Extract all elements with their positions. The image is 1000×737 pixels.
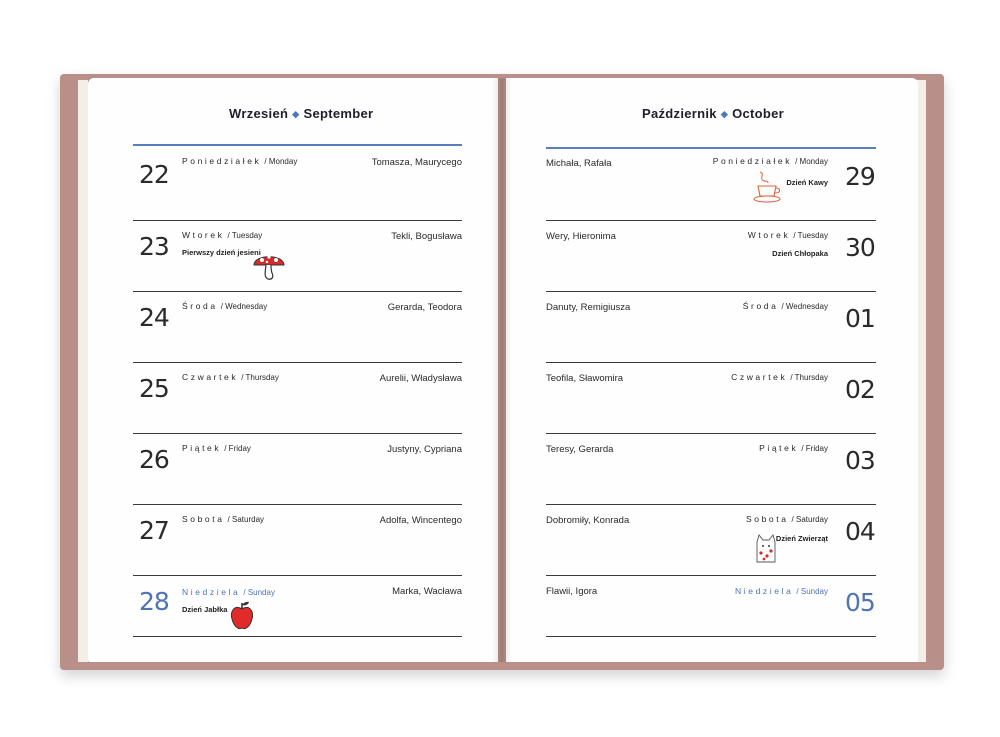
row-divider [133,220,462,221]
day-name-pl: Niedziela [182,587,241,597]
apple-icon [228,600,256,632]
row-divider [546,575,876,576]
row-divider [133,291,462,292]
day-name-pl: Piątek [182,443,222,453]
day-number: 05 [845,588,875,617]
row-divider [546,362,876,363]
name-day: Teofila, Sławomira [546,373,624,384]
day-name-pl: Sobota [745,514,789,524]
name-day: Flawii, Igora [546,586,598,597]
page-stack-left [78,80,88,662]
name-day: Justyny, Cypriana [387,444,462,455]
day-name-pl: Wtorek [747,230,791,240]
day-name-pl: Wtorek [182,230,225,240]
day-name-en: / Tuesday [793,231,828,240]
day-name [731,372,828,382]
day-name-pl: Poniedziałek [182,156,262,166]
day-name-en: / Wednesday [781,302,828,311]
name-day: Danuty, Remigiusza [546,302,631,313]
day-name-en: / Sunday [243,588,275,597]
day-name [182,372,279,382]
row-divider [546,433,876,434]
day-number: 22 [139,160,169,189]
day-name-en: / Tuesday [227,231,263,240]
row-divider [133,504,462,505]
day-name-en: / Friday [801,444,828,453]
name-day: Aurelii, Władysława [379,373,462,384]
day-name-pl: Poniedziałek [712,156,793,166]
event-label: Dzień Kawy [786,178,828,187]
day-number: 02 [845,375,875,404]
title-diamond-icon: ◆ [292,109,300,119]
month-pl: Październik [642,106,717,121]
name-day: Marka, Wacława [392,586,462,597]
name-day: Teresy, Gerarda [546,444,614,455]
day-name [759,443,828,453]
coffee-cup-icon [752,170,784,204]
row-divider [133,362,462,363]
day-name-pl: Niedziela [735,586,794,596]
day-name-pl: Piątek [759,443,799,453]
day-name [713,156,828,166]
row-divider [133,636,462,637]
day-name [182,230,262,240]
day-number: 27 [139,516,169,545]
name-day: Tomasza, Maurycego [371,157,462,168]
name-day: Tekli, Bogusława [391,231,462,242]
month-en: September [303,106,374,121]
day-name-en: / Thursday [790,373,828,382]
mushroom-icon [252,249,286,283]
day-name-pl: Czwartek [731,372,788,382]
title-diamond-icon: ◆ [720,109,729,119]
day-name-pl: Sobota [182,514,225,524]
day-name [182,301,267,311]
day-number: 01 [845,304,875,333]
row-divider [133,575,462,576]
day-name-en: / Monday [795,157,828,166]
header-rule-left [133,144,462,146]
day-name [743,301,828,311]
day-number: 23 [139,232,169,261]
day-name-en: / Saturday [227,515,265,524]
day-number: 03 [845,446,875,475]
day-name [735,586,828,596]
day-number: 25 [139,374,169,403]
day-name-pl: Środa [182,301,218,311]
day-number: 04 [845,517,875,546]
row-divider [133,433,462,434]
event-label: Dzień Jabłka [182,605,228,614]
event-label: Dzień Chłopaka [772,249,828,258]
day-name-en: / Wednesday [220,302,268,311]
day-name-en: / Thursday [241,373,279,382]
name-day: Dobromiły, Konrada [546,515,630,526]
day-name-pl: Czwartek [182,372,239,382]
day-name [182,514,264,524]
name-day: Adolfa, Wincentego [379,515,462,526]
row-divider [546,220,876,221]
day-name [746,514,828,524]
event-label: Dzień Zwierząt [775,534,828,543]
cat-dog-icon [754,532,780,566]
name-day: Michała, Rafała [546,158,612,169]
day-name [182,587,275,597]
row-divider [546,636,876,637]
row-divider [546,291,876,292]
day-number: 26 [139,445,169,474]
row-divider [546,504,876,505]
day-name-en: / Monday [264,157,298,166]
day-name [182,443,251,453]
header-rule-right [546,147,876,149]
event-label: Pierwszy dzień jesieni [182,248,261,257]
month-en: October [732,106,785,121]
day-number: 30 [845,233,875,262]
name-day: Wery, Hieronima [546,231,616,242]
day-name-en: / Saturday [791,515,828,524]
month-pl: Wrzesień [229,106,289,121]
name-day: Gerarda, Teodora [387,302,462,313]
book-spine [492,78,512,662]
month-title-september [229,106,373,121]
month-title-october [642,106,784,121]
day-name-en: / Sunday [796,587,828,596]
day-name-pl: Środa [742,301,779,311]
day-name-en: / Friday [224,444,251,453]
day-number: 29 [845,162,875,191]
day-number: 28 [139,587,169,616]
day-number: 24 [139,303,169,332]
day-name [748,230,828,240]
day-name [182,156,297,166]
